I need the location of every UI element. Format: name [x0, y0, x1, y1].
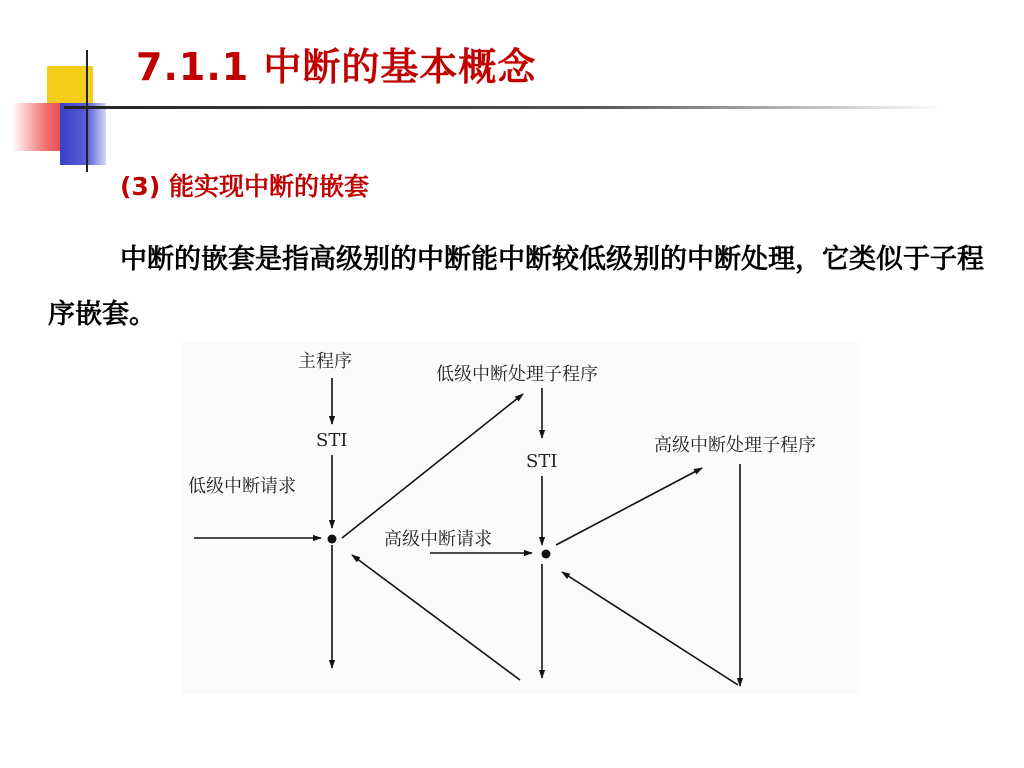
return-to-low-handler-arrow [562, 572, 738, 685]
return-to-main-arrow [352, 555, 520, 680]
main-program-label: 主程序 [298, 351, 352, 372]
jump-to-low-handler-arrow [342, 394, 523, 538]
title-underline [64, 106, 944, 109]
sti-label-handler: STI [526, 451, 558, 472]
breakpoint-low-handler [542, 550, 551, 559]
decor-blue-block [60, 103, 106, 165]
body-paragraph: 中断的嵌套是指高级别的中断能中断较低级别的中断处理，它类似于子程序嵌套。 [48, 244, 984, 330]
high-interrupt-handler-label: 高级中断处理子程序 [654, 435, 816, 456]
nested-interrupt-diagram [182, 342, 860, 694]
breakpoint-main [328, 535, 337, 544]
low-interrupt-request-label: 低级中断请求 [188, 476, 296, 497]
sti-label-main: STI [316, 430, 348, 451]
section-heading: (3) 能实现中断的嵌套 [120, 172, 369, 201]
jump-to-high-handler-arrow [556, 468, 702, 545]
high-interrupt-request-label: 高级中断请求 [384, 529, 492, 550]
slide-title: 7.1.1 中断的基本概念 [136, 45, 537, 89]
decor-vertical-line [86, 50, 88, 172]
low-interrupt-handler-label: 低级中断处理子程序 [436, 364, 598, 385]
